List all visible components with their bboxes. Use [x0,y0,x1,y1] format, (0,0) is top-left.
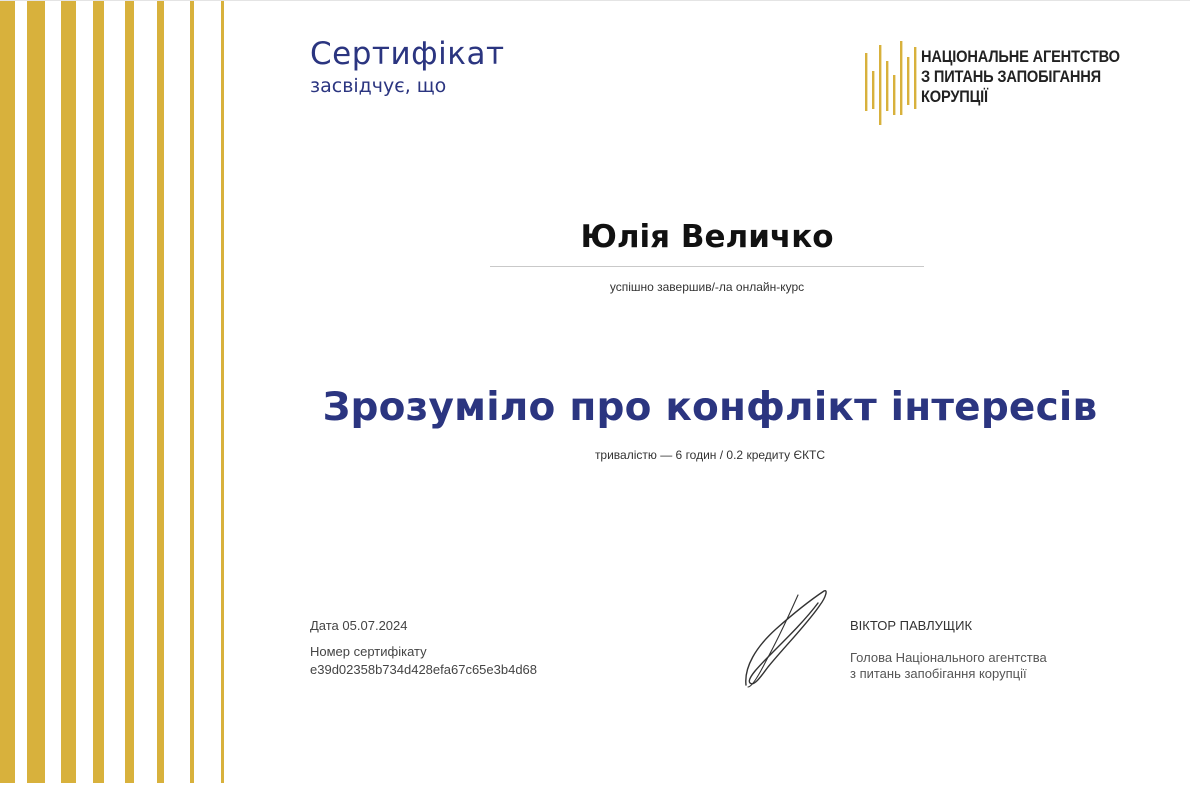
signature-icon [738,583,838,693]
date-value: 05.07.2024 [342,618,408,633]
number-value: e39d02358b734d428efa67c65e3b4d68 [310,662,538,677]
decorative-stripes [0,1,230,783]
signer-role [850,650,1047,682]
issuer-name [921,47,1152,107]
recipient-name: Юлія Величко [580,219,834,255]
certificate-title: Сертифікат [310,36,505,72]
signer-role-line: з питань запобігання корупції [850,666,1027,681]
issuer-line: НАЦІОНАЛЬНЕ АГЕНТСТВО [921,47,1120,66]
certificate-subtitle: засвідчує, що [310,75,447,97]
signer-role-line: Голова Національного агентства [850,650,1047,665]
date-label: Дата [310,618,339,633]
date-row [310,617,537,635]
signer-name: ВІКТОР ПАВЛУЩИК [850,618,973,633]
title-block [310,35,505,97]
course-title: Зрозуміло про конфлікт інтересів [322,385,1098,430]
nazk-logo-icon [862,41,922,129]
completion-text: успішно завершив/-ла онлайн-курс [609,280,805,294]
issuer-line: З ПИТАНЬ ЗАПОБІГАННЯ [921,67,1102,86]
issuer-line: КОРУПЦІЇ [921,87,988,106]
certificate-meta [310,617,537,679]
number-label: Номер сертифікату [310,644,427,659]
course-duration: тривалістю — 6 годин / 0.2 кредиту ЄКТС [594,448,826,462]
name-divider [490,266,924,267]
